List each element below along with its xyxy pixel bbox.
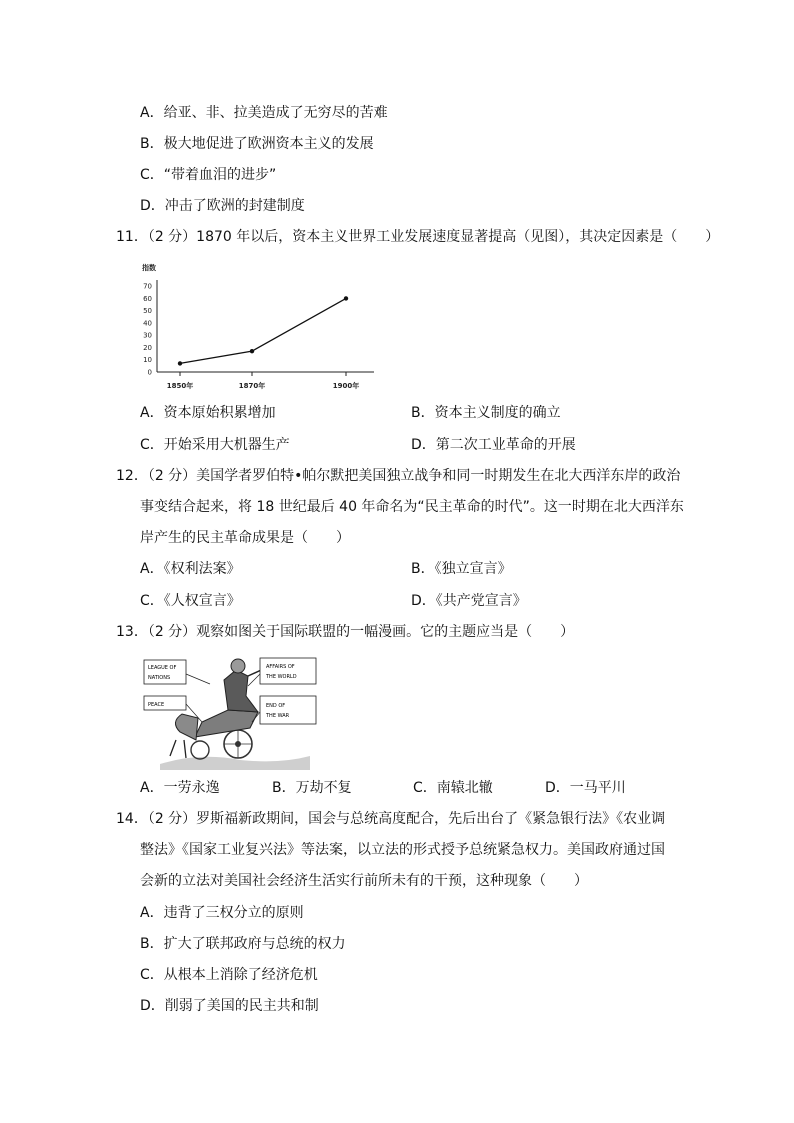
q12-option-a: A．《权利法案》 <box>140 561 241 577</box>
q14-stem-line-2: 整法》《国家工业复兴法》等法案，以立法的形式授予总统紧急权力。美国政府通过国 <box>140 842 665 858</box>
cartoon-label-end-2: THE WAR <box>266 713 290 719</box>
q11-option-d: D．第二次工业革命的开展 <box>411 437 576 453</box>
q12-option-b: B．《独立宣言》 <box>411 561 512 577</box>
q10-option-a: A．给亚、非、拉美造成了无穷尽的苦难 <box>140 105 388 121</box>
q14-option-b: B．扩大了联邦政府与总统的权力 <box>140 936 346 952</box>
q13-option-b: B．万劫不复 <box>272 780 352 796</box>
q12-stem-line-3: 岸产生的民主革命成果是（ ） <box>140 530 350 546</box>
y-tick-label: 60 <box>143 294 152 303</box>
cartoon-label-league-2: NATIONS <box>148 675 171 681</box>
y-tick-label: 30 <box>143 331 152 340</box>
q12-stem-line-1: 12．（2 分）美国学者罗伯特•帕尔默把美国独立战争和同一时期发生在北大西洋东岸的政治 <box>116 468 681 484</box>
y-tick-label: 20 <box>143 343 152 352</box>
q14-option-a: A．违背了三权分立的原则 <box>140 905 304 921</box>
q10-option-c: C．“带着血泪的进步” <box>140 167 277 183</box>
q12-option-d: D．《共产党宣言》 <box>411 593 527 609</box>
x-tick-label: 1870年 <box>238 382 266 390</box>
league-of-nations-cartoon <box>140 652 320 770</box>
q10-option-b: B．极大地促进了欧洲资本主义的发展 <box>140 136 374 152</box>
industrial-index-chart <box>140 258 380 396</box>
series-line <box>180 298 346 363</box>
q13-option-d: D．一马平川 <box>545 780 626 796</box>
q11-option-c: C．开始采用大机器生产 <box>140 437 290 453</box>
cartoon-label-peace: PEACE <box>148 702 165 708</box>
chart-ylabel: 指数 <box>142 264 156 272</box>
cartoon-label-end-1: END OF <box>266 703 286 709</box>
x-tick-label: 1850年 <box>166 382 194 390</box>
data-point <box>344 296 348 300</box>
y-tick-label: 50 <box>143 307 152 316</box>
q10-option-d: D．冲击了欧洲的封建制度 <box>140 198 305 214</box>
data-point <box>250 349 254 353</box>
q14-stem-line-3: 会新的立法对美国社会经济生活实行前所未有的干预，这种现象（ ） <box>140 873 588 889</box>
q14-option-d: D．削弱了美国的民主共和制 <box>140 998 319 1014</box>
q11-stem: 11．（2 分）1870 年以后，资本主义世界工业发展速度显著提高（见图），其决定因素是（ ） <box>116 229 720 245</box>
cartoon-label-affairs-2: THE WORLD <box>266 674 297 680</box>
q14-stem-line-1: 14．（2 分）罗斯福新政期间，国会与总统高度配合，先后出台了《紧急银行法》《农业调 <box>116 811 666 827</box>
y-tick-label: 70 <box>143 282 152 291</box>
data-point <box>178 361 182 365</box>
cartoon-label-affairs-1: AFFAIRS OF <box>266 664 295 670</box>
q13-option-a: A．一劳永逸 <box>140 780 220 796</box>
q14-option-c: C．从根本上消除了经济危机 <box>140 967 318 983</box>
y-tick-label: 10 <box>143 356 152 365</box>
q13-stem: 13．（2 分）观察如图关于国际联盟的一幅漫画。它的主题应当是（ ） <box>116 624 575 640</box>
y-tick-label: 40 <box>143 319 152 328</box>
y-tick-label: 0 <box>147 368 152 377</box>
cartoon-label-league-1: LEAGUE OF <box>148 665 177 671</box>
q11-option-a: A．资本原始积累增加 <box>140 405 276 421</box>
x-tick-label: 1900年 <box>332 382 360 390</box>
q11-option-b: B．资本主义制度的确立 <box>411 405 561 421</box>
q12-option-c: C．《人权宣言》 <box>140 593 241 609</box>
q13-option-c: C．南辕北辙 <box>413 780 493 796</box>
q12-stem-line-2: 事变结合起来，将 18 世纪最后 40 年命名为“民主革命的时代”。这一时期在北大西洋东 <box>140 499 684 515</box>
